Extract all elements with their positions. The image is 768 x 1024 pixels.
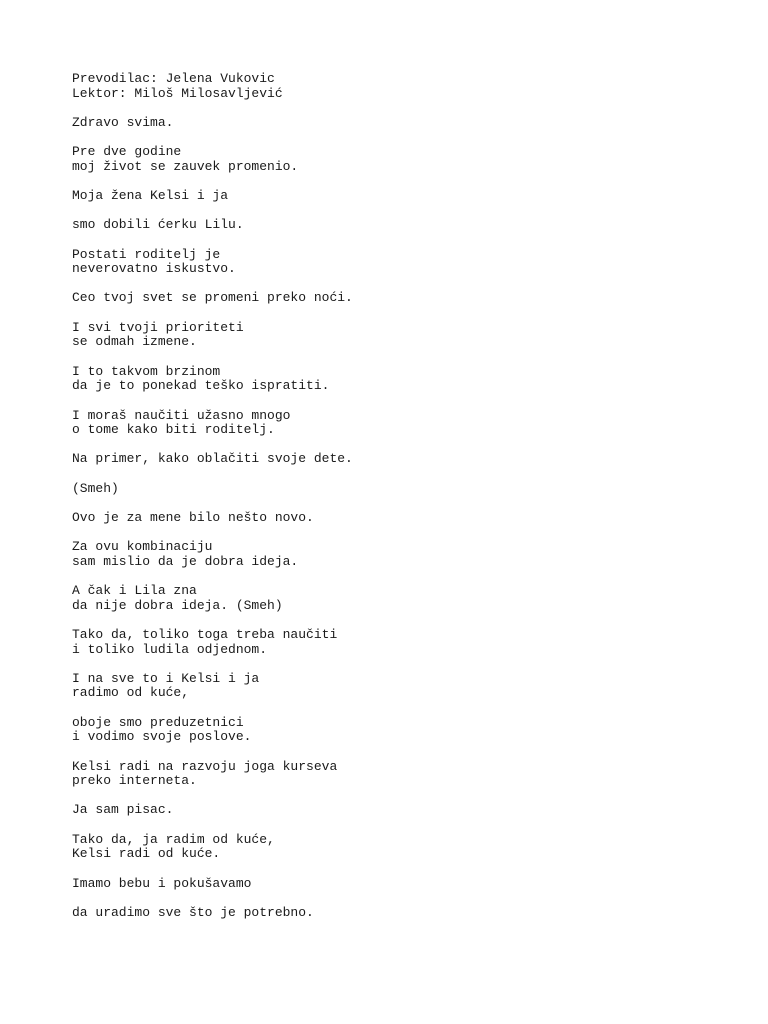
- text-line: Na primer, kako oblačiti svoje dete.: [72, 451, 353, 467]
- text-line: Tako da, ja radim od kuće,: [72, 831, 275, 847]
- transcript-page: [72, 72, 732, 935]
- paragraph: [72, 628, 732, 657]
- text-line: Za ovu kombinaciju: [72, 539, 213, 555]
- paragraph: [72, 803, 732, 818]
- text-line: radimo od kuće,: [72, 685, 190, 701]
- credits-block: [72, 72, 732, 101]
- paragraph: [72, 248, 732, 277]
- text-line: moj život se zauvek promenio.: [72, 158, 299, 174]
- paragraph: [72, 511, 732, 526]
- text-line: i vodimo svoje poslove.: [72, 729, 252, 745]
- paragraph: [72, 189, 732, 204]
- text-line: Kelsi radi na razvoju joga kurseva: [72, 758, 338, 774]
- paragraph: [72, 716, 732, 745]
- text-line: I moraš naučiti užasno mnogo: [72, 407, 291, 423]
- text-line: Zdravo svima.: [72, 114, 174, 130]
- paragraph: [72, 452, 732, 467]
- text-line: I svi tvoji prioriteti: [72, 319, 244, 335]
- text-line: Imamo bebu i pokušavamo: [72, 875, 252, 891]
- text-line: se odmah izmene.: [72, 334, 197, 350]
- text-line: neverovatno iskustvo.: [72, 261, 236, 277]
- paragraph: [72, 291, 732, 306]
- text-line: da je to ponekad teško ispratiti.: [72, 378, 330, 394]
- paragraph: [72, 906, 732, 921]
- paragraph: [72, 540, 732, 569]
- text-line: oboje smo preduzetnici: [72, 714, 244, 730]
- paragraph: [72, 409, 732, 438]
- translator-credit: Prevodilac: Jelena Vukovic: [72, 71, 275, 86]
- text-line: da nije dobra ideja. (Smeh): [72, 597, 283, 613]
- paragraph: [72, 760, 732, 789]
- text-line: Ovo je za mene bilo nešto novo.: [72, 509, 314, 525]
- paragraph: [72, 365, 732, 394]
- text-line: preko interneta.: [72, 773, 197, 789]
- text-line: I to takvom brzinom: [72, 363, 221, 379]
- text-line: smo dobili ćerku Lilu.: [72, 217, 244, 233]
- text-line: o tome kako biti roditelj.: [72, 422, 275, 438]
- text-line: Kelsi radi od kuće.: [72, 846, 221, 862]
- paragraph: [72, 877, 732, 892]
- text-line: i toliko ludila odjednom.: [72, 641, 268, 657]
- text-line: Ceo tvoj svet se promeni preko noći.: [72, 290, 353, 306]
- text-line: A čak i Lila zna: [72, 583, 197, 599]
- paragraph: [72, 672, 732, 701]
- paragraph: [72, 116, 732, 131]
- text-line: Postati roditelj je: [72, 246, 221, 262]
- text-line: Pre dve godine: [72, 144, 182, 160]
- text-line: I na sve to i Kelsi i ja: [72, 670, 260, 686]
- text-line: Moja žena Kelsi i ja: [72, 188, 229, 204]
- paragraph: [72, 833, 732, 862]
- paragraph: [72, 584, 732, 613]
- text-line: da uradimo sve što je potrebno.: [72, 904, 314, 920]
- text-line: Ja sam pisac.: [72, 802, 174, 818]
- paragraph: [72, 482, 732, 497]
- reviewer-credit: Lektor: Miloš Milosavljević: [72, 85, 283, 101]
- text-line: sam mislio da je dobra ideja.: [72, 553, 299, 569]
- paragraph: [72, 145, 732, 174]
- paragraph: [72, 218, 732, 233]
- paragraph: [72, 321, 732, 350]
- laughter-note: (Smeh): [72, 480, 119, 496]
- text-line: Tako da, toliko toga treba naučiti: [72, 626, 338, 642]
